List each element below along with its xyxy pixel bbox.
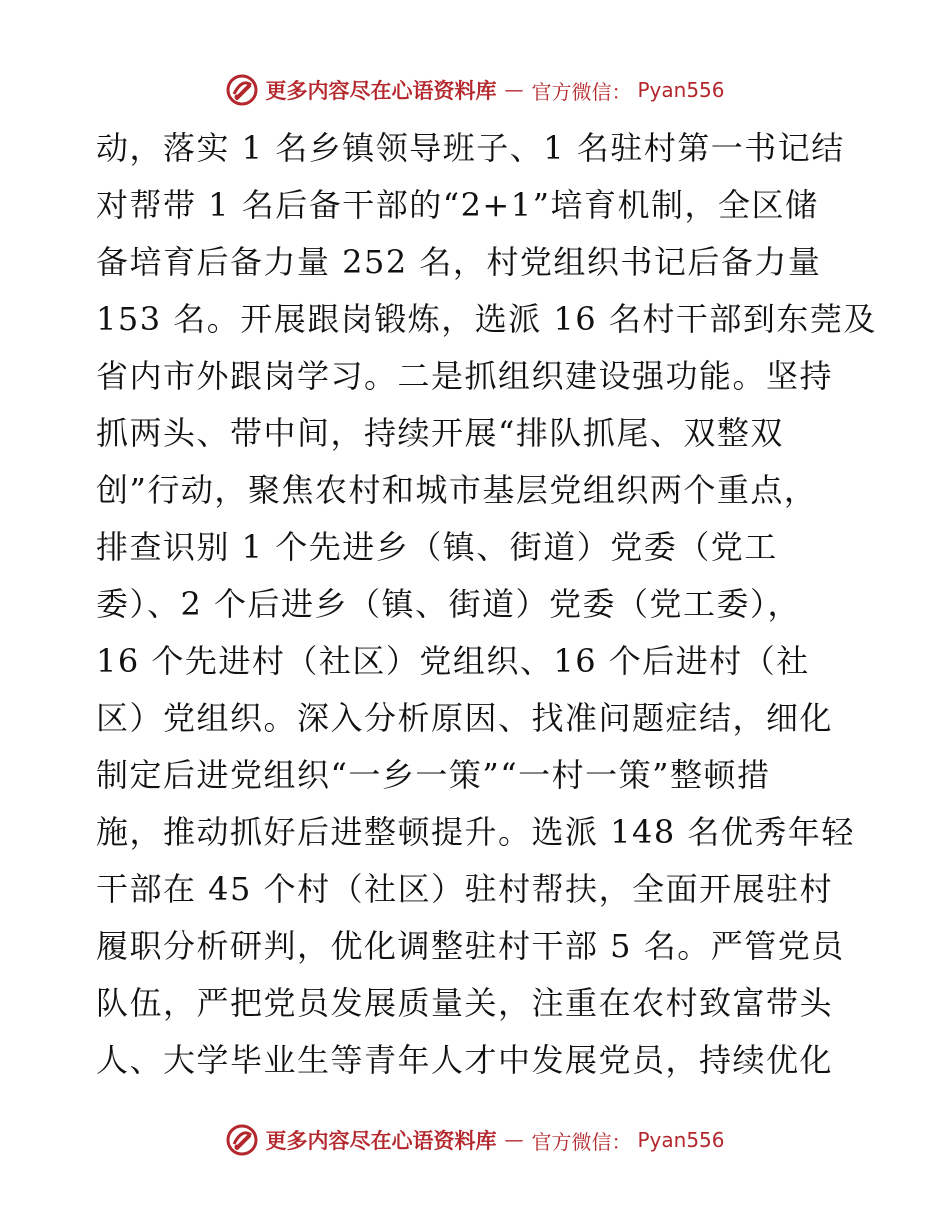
watermark-brand-text: 更多内容尽在心语资料库 [265,1128,497,1153]
text-line: 备培育后备力量 252 名，村党组织书记后备力量 [96,243,822,281]
watermark-brand-text: 更多内容尽在心语资料库 [265,78,497,103]
text-line: 排查识别 1 个先进乡（镇、街道）党委（党工 [96,528,778,566]
brand-logo-icon [225,73,259,107]
text-line: 153 名。开展跟岗锻炼，选派 16 名村干部到东莞及 [96,300,877,338]
watermark-official-label: 官方微信： [531,79,632,104]
brand-logo-icon [225,1123,259,1157]
watermark-account: Pyan556 [637,78,725,102]
watermark-account: Pyan556 [637,1128,725,1152]
watermark-dash: — [504,1129,524,1151]
text-line: 16 个先进村（社区）党组织、16 个后进村（社 [96,642,810,680]
text-line: 区）党组织。深入分析原因、找准问题症结，细化 [96,699,834,737]
text-line: 对帮带 1 名后备干部的“2+1”培育机制，全区储 [96,186,819,224]
text-line: 创”行动，聚焦农村和城市基层党组织两个重点， [96,471,818,509]
text-line: 委）、2 个后进乡（镇、街道）党委（党工委）， [96,585,802,623]
document-body [96,120,877,1089]
text-line: 施，推动抓好后进整顿提升。选派 148 名优秀年轻 [96,813,855,851]
watermark-dash: — [504,79,524,101]
footer-watermark [0,1120,950,1160]
text-line: 抓两头、带中间，持续开展“排队抓尾、双整双 [96,414,784,452]
text-line: 干部在 45 个村（社区）驻村帮扶，全面开展驻村 [96,870,834,908]
header-watermark [0,70,950,110]
text-line: 队伍，严把党员发展质量关，注重在农村致富带头 [96,984,834,1022]
text-line: 制定后进党组织“一乡一策”“一村一策”整顿措 [96,756,771,794]
text-line: 省内市外跟岗学习。二是抓组织建设强功能。坚持 [96,357,834,395]
text-line: 动，落实 1 名乡镇领导班子、1 名驻村第一书记结 [96,129,845,167]
watermark-official-label: 官方微信： [531,1129,632,1154]
text-line: 人、大学毕业生等青年人才中发展党员，持续优化 [96,1041,834,1079]
text-line: 履职分析研判，优化调整驻村干部 5 名。严管党员 [96,927,845,965]
